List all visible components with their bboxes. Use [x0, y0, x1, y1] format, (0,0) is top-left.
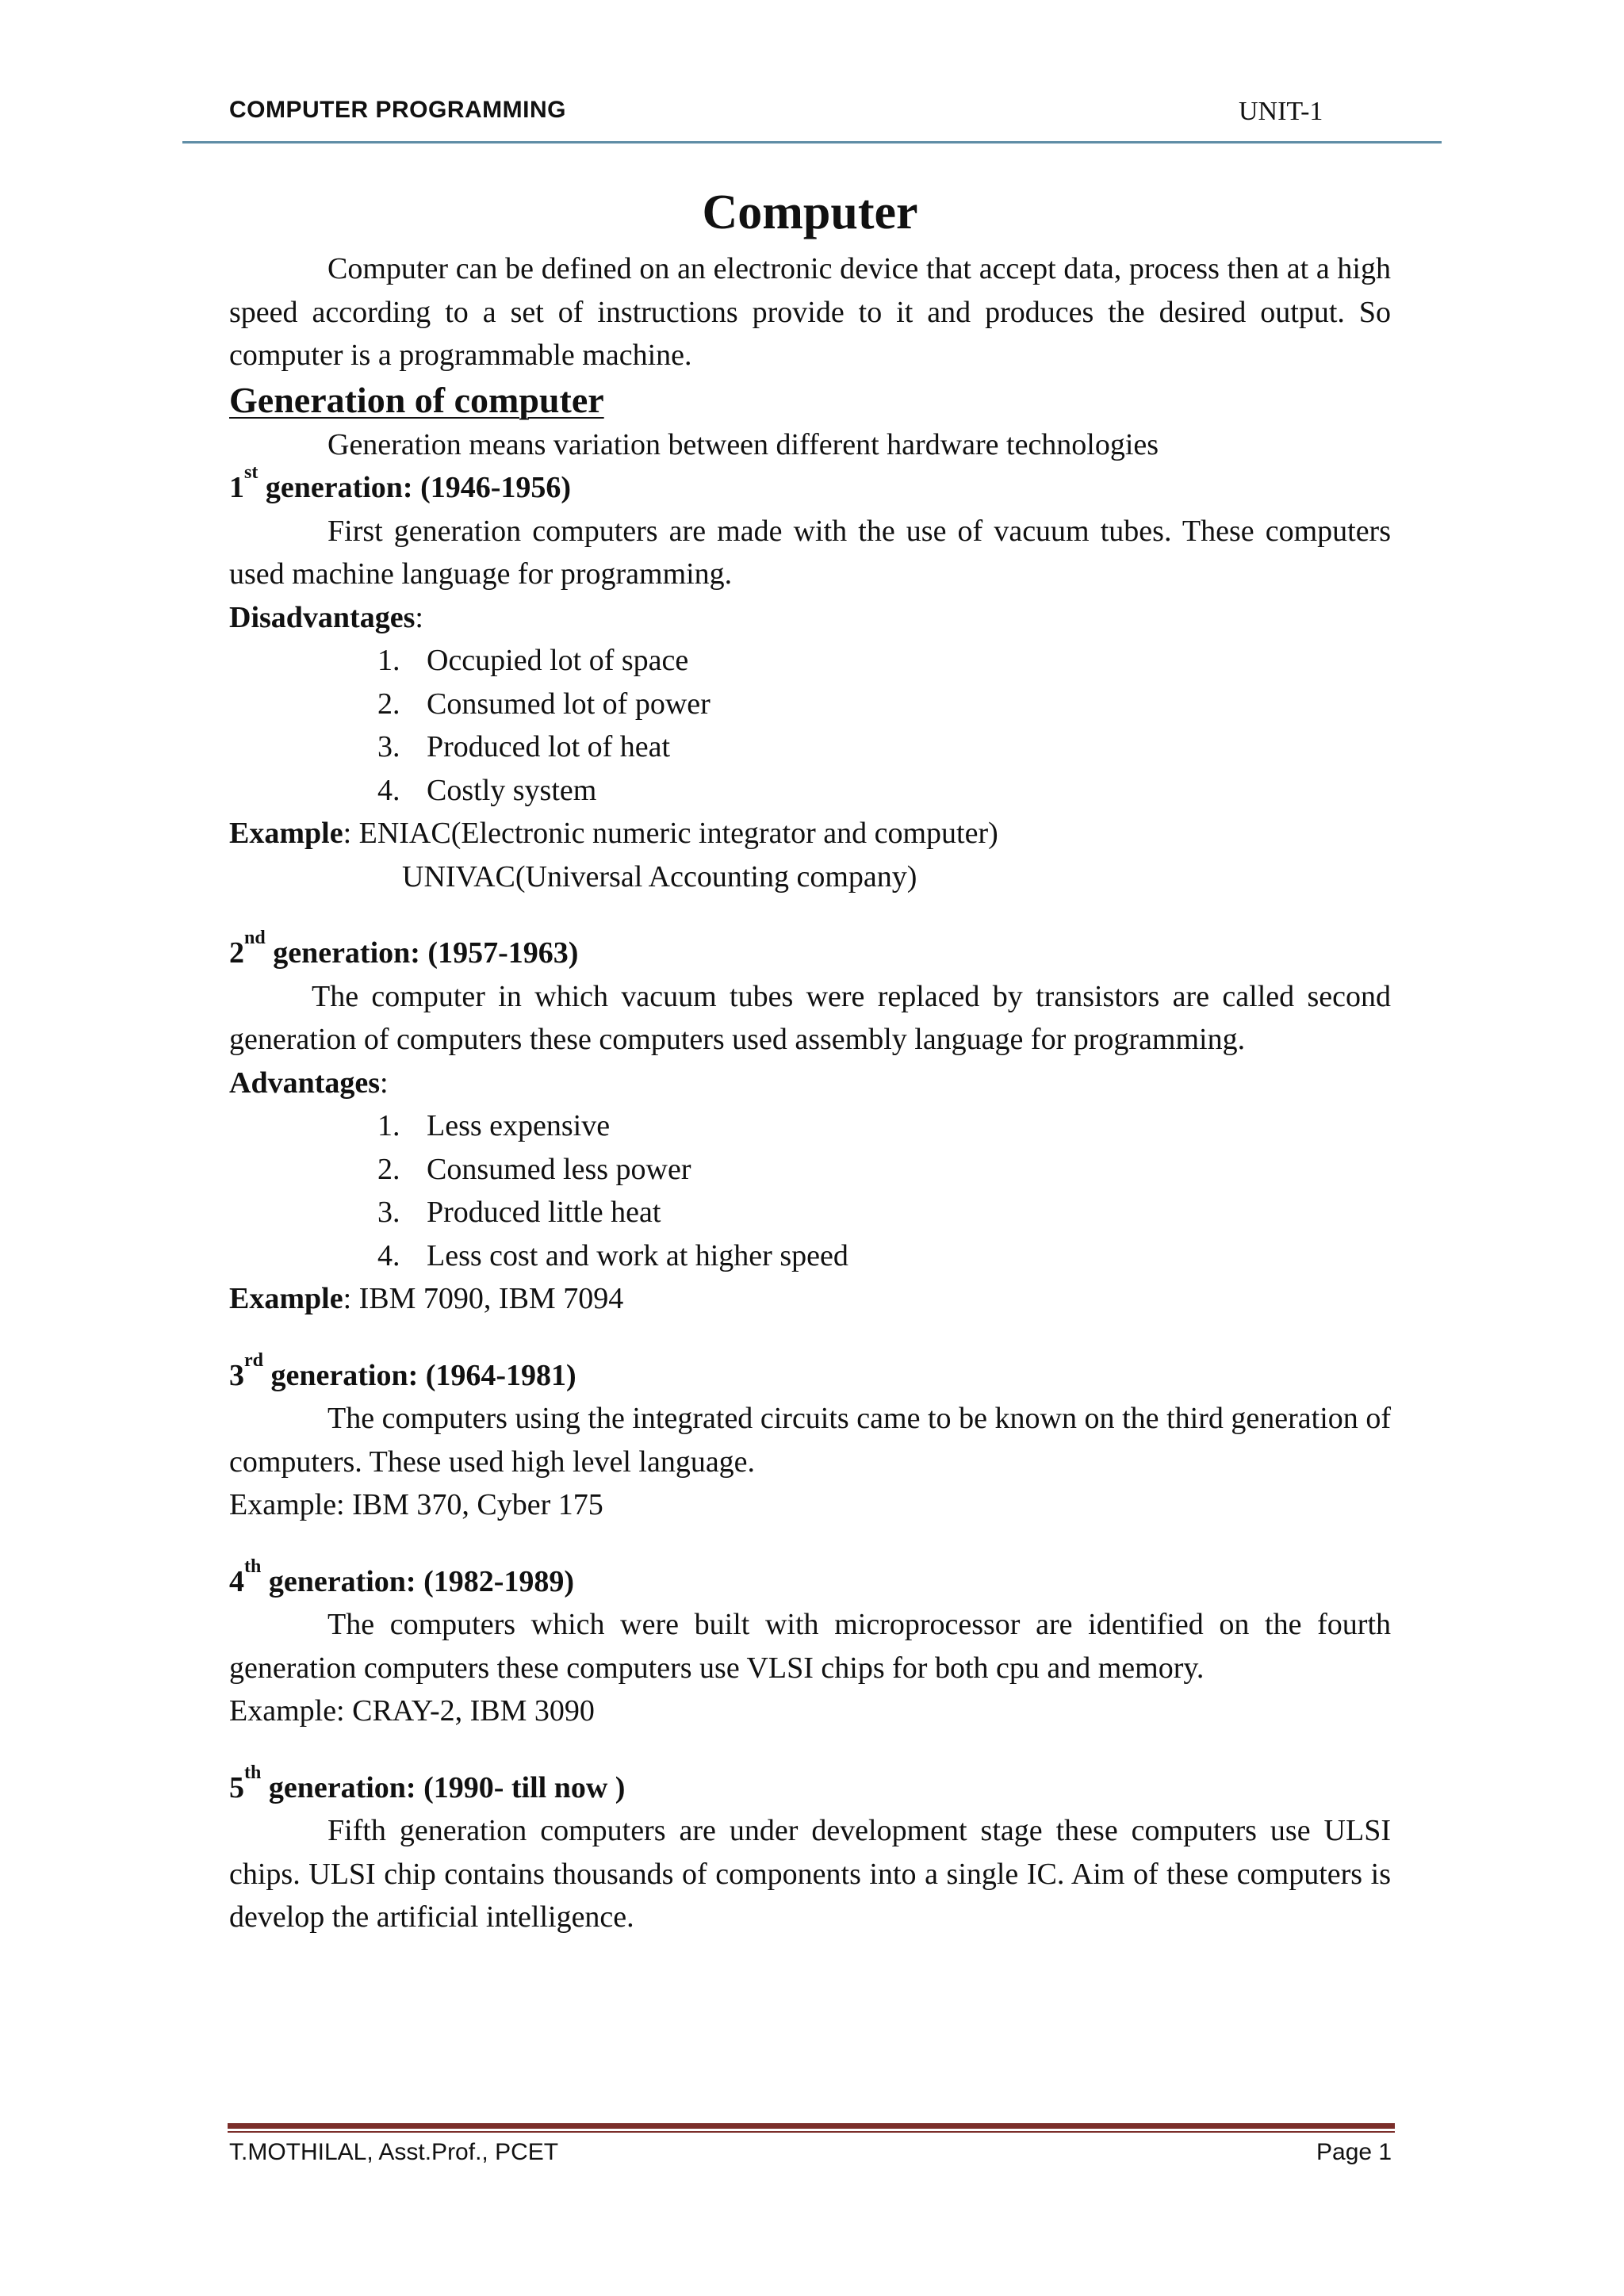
footer-author: T.MOTHILAL, Asst.Prof., PCET: [229, 2139, 559, 2165]
gen1-heading: 1st generation: (1946-1956): [229, 462, 572, 504]
list-item: 2. Consumed less power: [377, 1152, 691, 1186]
gen3-heading: 3rd generation: (1964-1981): [229, 1349, 576, 1392]
intro-paragraph: Computer can be defined on an electronic device that accept data, process then at a high speed according to a set of instructions provide to it and produces the desired output. So computer is a programmable machine.: [229, 252, 1391, 372]
gen1-disadvantages-list: [229, 639, 1391, 812]
gen4-heading: 4th generation: (1982-1989): [229, 1556, 575, 1598]
section-heading: Generation of computer: [229, 379, 604, 420]
gen5-heading: 5th generation: (1990- till now ): [229, 1762, 626, 1804]
list-item: 1. Occupied lot of space: [377, 644, 689, 677]
footer-page-number: Page 1: [1316, 2139, 1392, 2165]
gen3-body: The computers using the integrated circuits came to be known on the third generation of computers. These used high level language.: [229, 1402, 1391, 1479]
gen2-example: Example: IBM 7090, IBM 7094: [229, 1282, 624, 1315]
header-rule: [182, 141, 1442, 144]
gen2-body: The computer in which vacuum tubes were replaced by transistors are called second generation of computers these computers used assembly language for programming.: [229, 979, 1391, 1056]
gen1-disadvantages-heading: Disadvantages:: [229, 600, 423, 634]
list-item: 4. Less cost and work at higher speed: [377, 1238, 848, 1272]
footer-rule-thick: [228, 2123, 1395, 2129]
gen2-advantages-heading: Advantages:: [229, 1066, 389, 1100]
gen1-example: Example: ENIAC(Electronic numeric integrator and computer): [229, 817, 998, 850]
gen2-advantages-list: [229, 1104, 1391, 1277]
gen5-body: Fifth generation computers are under development stage these computers use ULSI chips. ULSI chip contains thousands of components into a single IC. Aim of these computers is develop the artificial intelligence.: [229, 1814, 1391, 1934]
gen4-example: Example: CRAY-2, IBM 3090: [229, 1694, 595, 1728]
gen2-heading: 2nd generation: (1957-1963): [229, 928, 579, 970]
list-item: 3. Produced little heat: [377, 1196, 661, 1229]
section-lead: Generation means variation between different hardware technologies: [327, 427, 1159, 461]
list-item: 1. Less expensive: [377, 1109, 611, 1142]
page-title: Computer: [702, 186, 918, 239]
list-item: 4. Costly system: [377, 773, 597, 807]
list-item: 3. Produced lot of heat: [377, 730, 671, 763]
gen4-body: The computers which were built with microprocessor are identified on the fourth generation computers these computers use VLSI chips for both cpu and memory.: [229, 1608, 1391, 1685]
list-item: 2. Consumed lot of power: [377, 687, 710, 721]
header-unit-label: UNIT-1: [1239, 97, 1323, 126]
gen1-body: First generation computers are made with the use of vacuum tubes. These computers used machine language for programming.: [229, 514, 1391, 591]
footer-rule-thin: [228, 2131, 1395, 2133]
header-course-title: COMPUTER PROGRAMMING: [229, 97, 566, 123]
document-body: [229, 179, 1391, 1939]
gen1-example-line2: UNIVAC(Universal Accounting company): [402, 859, 917, 894]
gen3-example: Example: IBM 370, Cyber 175: [229, 1488, 603, 1521]
